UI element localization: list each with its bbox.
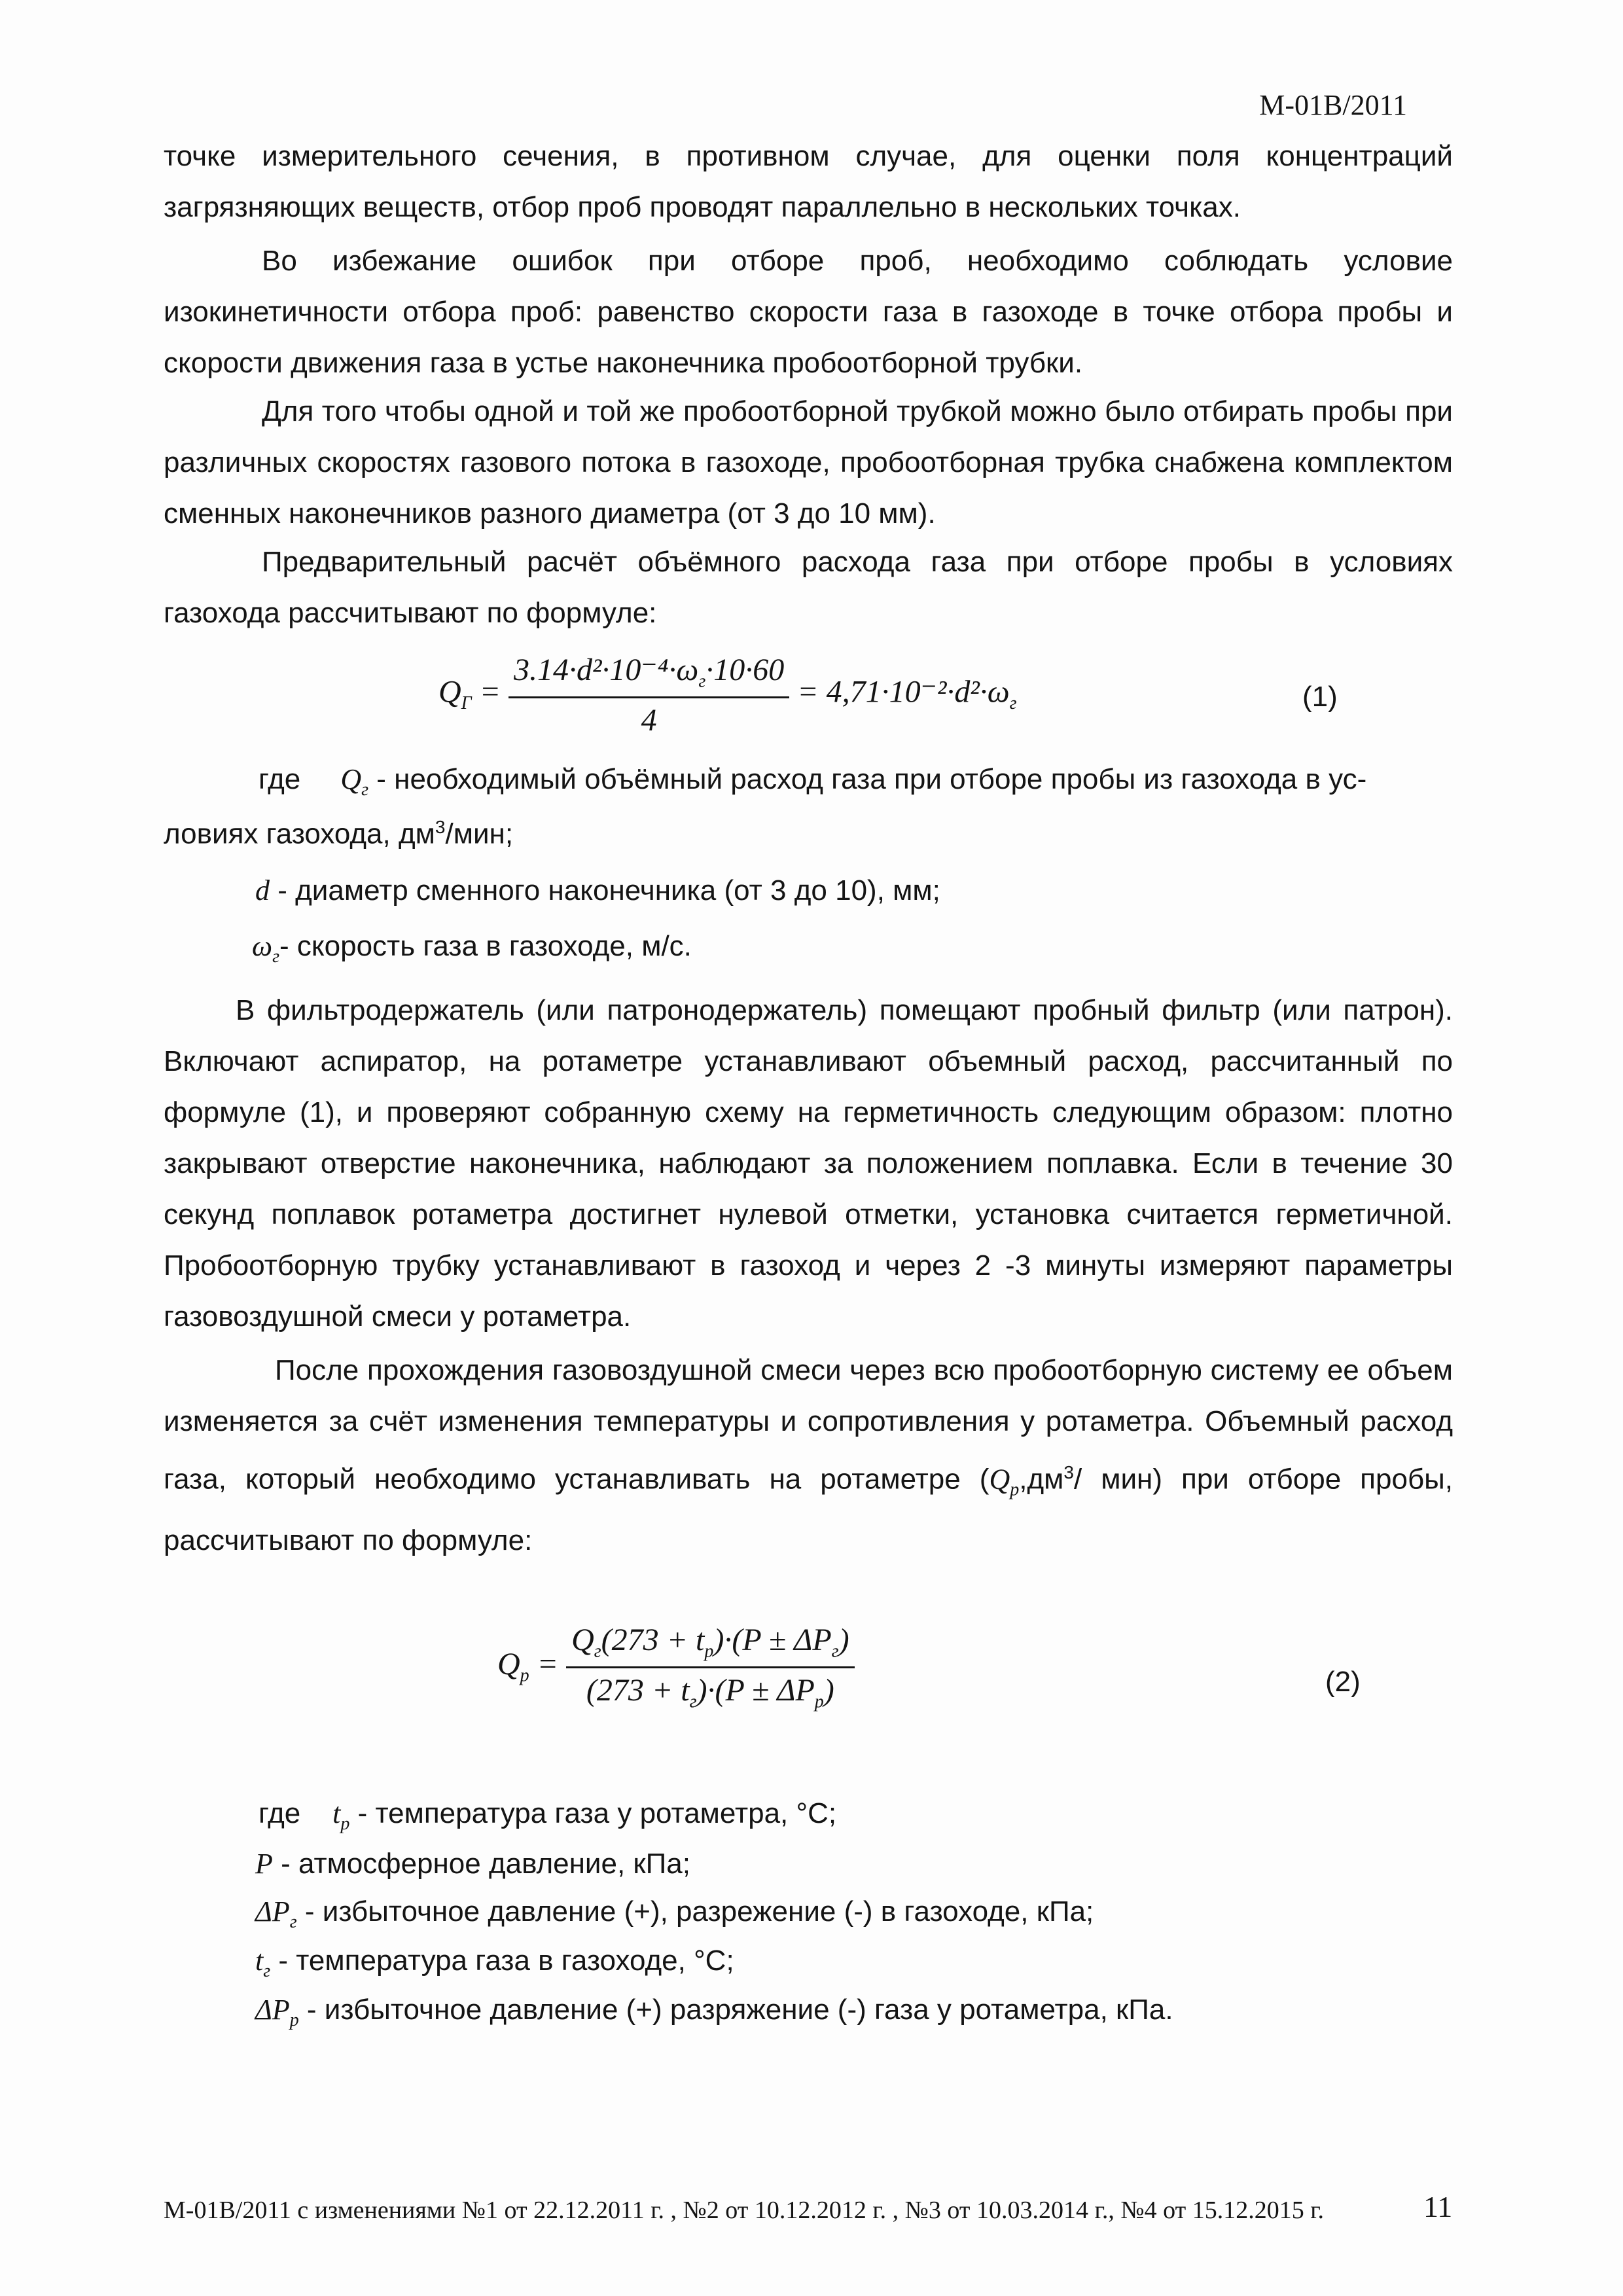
formula-1-denominator: 4: [641, 702, 657, 738]
symbol-omega-sub: г: [272, 946, 280, 967]
formula-2-numerator: [566, 1622, 855, 1668]
formula-2-den-sub: г: [689, 1691, 697, 1712]
symbol-tp: t: [332, 1797, 341, 1829]
symbol-omega: ω: [252, 930, 273, 962]
definition-dpg: [255, 1895, 1094, 1933]
formula-1-num-text: 3.14·d²·10⁻⁴·ω: [514, 653, 699, 687]
definition-tp-text: - температура газа у ротаметра, °С;: [349, 1797, 837, 1829]
symbol-p: P: [255, 1848, 273, 1880]
paragraph-nozzles: Для того чтобы одной и той же пробоотборной трубкой можно было отбирать пробы при различных скоростях газового потока в газоходе, пробоотборная трубка снабжена комплектом сменных наконечников разного диаметра (от 3 до 10 мм).: [164, 395, 1453, 529]
definition-d: [255, 874, 940, 907]
where-label: где: [259, 763, 301, 795]
definition-q-text: - необходимый объёмный расход газа при отборе пробы из газохода в ус-: [368, 763, 1367, 795]
where-label-2: где: [259, 1797, 301, 1829]
formula-1-numerator: [508, 651, 789, 698]
definition-dpp-text: - избыточное давление (+) разряжение (-) газа у ротаметра, кПа.: [298, 1994, 1173, 2026]
definition-q-gas: [259, 762, 1366, 800]
paragraph-isokinetic: Во избежание ошибок при отборе проб, необходимо соблюдать условие изокинетичности отбора проб: равенство скорости газа в газоходе в точке отбора пробы и скорости движения газа в устье наконечника пробоотборной трубки.: [164, 245, 1453, 379]
definition-p-text: - атмосферное давление, кПа;: [272, 1848, 690, 1880]
page-number: 11: [1423, 2190, 1453, 2223]
formula-1-fraction: [508, 651, 789, 738]
document-code-header: М-01В/2011: [1259, 89, 1407, 121]
formula-2-num-tail: (273 + t: [601, 1623, 705, 1657]
formula-2-den-tail: )·(P ± ΔP: [696, 1672, 815, 1708]
paragraph-preliminary-calc: Предварительный расчёт объёмного расхода газа при отборе пробы в условиях газохода рассчитывают по формуле:: [164, 546, 1453, 629]
symbol-qp: Q: [989, 1463, 1010, 1496]
symbol-dpp: ΔP: [255, 1994, 290, 2026]
formula-2-num-tail2-sub: г: [831, 1641, 839, 1662]
formula-2-number: (2): [1325, 1666, 1361, 1698]
formula-2-equals: =: [529, 1647, 559, 1682]
symbol-q-sub: г: [361, 779, 369, 800]
definition-q-gas-cont: [164, 817, 513, 851]
formula-1-lhs: Q: [438, 674, 461, 709]
symbol-tp-sub: p: [340, 1813, 350, 1834]
definition-d-text: - диаметр сменного наконечника (от 3 до 10), мм;: [270, 874, 940, 906]
symbol-tg: t: [255, 1945, 264, 1977]
definition-q-text-cont: ловиях газохода, дм: [164, 817, 435, 850]
formula-2-num-tail-sub: p: [704, 1641, 714, 1662]
symbol-tg-sub: г: [263, 1960, 271, 1981]
paragraph-rotameter: [164, 1345, 1453, 1566]
symbol-q: Q: [340, 763, 362, 795]
paragraph-rotameter-sup: 3: [1063, 1462, 1074, 1482]
definition-omega: [252, 929, 692, 967]
paragraph-filter-holder: В фильтродержатель (или патронодержатель) помещают пробный фильтр (или патрон). Включают аспиратор, на ротаметре устанавливают объемный расход, рассчитанный по формуле (1), и проверяют собранную схему на герметичность следующим образом: плотно закрывают отверстие наконечника, наблюдают за положением поплавка. Если в течение 30 секунд поплавок ротаметра достигнет нулевой отметки, установка считается герметичной. Пробоотборную трубку устанавливают в газоход и через 2 -3 минуты измеряют параметры газовоздушной смеси у ротаметра.: [164, 994, 1453, 1333]
formula-2-num-q: Q: [571, 1623, 594, 1657]
formula-2-num-end: ): [838, 1623, 849, 1657]
formula-2-denominator: [566, 1668, 855, 1713]
formula-2-den-text: (273 + t: [586, 1672, 690, 1708]
paragraph-rotameter-unit: ,дм: [1019, 1463, 1064, 1496]
definition-q-text-end: /мин;: [445, 817, 514, 850]
definition-omega-text: - скорость газа в газоходе, м/с.: [279, 930, 692, 962]
formula-1-num-sub: г: [698, 671, 706, 692]
formula-1-equals: =: [471, 674, 501, 709]
formula-1-number: (1): [1302, 681, 1338, 713]
symbol-d: d: [255, 874, 270, 906]
symbol-dpp-sub: p: [289, 2009, 299, 2030]
symbol-dpg-sub: г: [289, 1911, 297, 1932]
symbol-qp-sub: p: [1010, 1479, 1020, 1500]
formula-1-rhs: = 4,71·10⁻²·d²·ω: [797, 674, 1010, 709]
definition-q-sup: 3: [435, 817, 446, 837]
definition-dpp: [255, 1993, 1173, 2031]
definition-tg: [255, 1944, 734, 1982]
formula-2-lhs: Q: [497, 1647, 520, 1682]
symbol-dpg: ΔP: [255, 1895, 290, 1928]
formula-1-lhs-sub: Г: [461, 692, 472, 713]
formula-2-lhs-sub: p: [520, 1665, 529, 1686]
paragraph-rotameter-text: После прохождения газовоздушной смеси через всю пробоотборную систему ее объем изменяется за счёт изменения температуры и сопротивления у ротаметра. Объемный расход газа, который необходимо устанавливать на ротаметре (: [164, 1354, 1453, 1496]
definition-tp: [259, 1797, 836, 1835]
footer-revisions: М-01В/2011 с изменениями №1 от 22.12.2011 г. , №2 от 10.12.2012 г. , №3 от 10.03.2014 г., №4 от 15.12.2015 г.: [164, 2197, 1324, 2224]
definition-tg-text: - температура газа в газоходе, °С;: [270, 1945, 734, 1977]
paragraph-rotameter-end: / мин) при отборе пробы, рассчитывают по формуле:: [164, 1463, 1453, 1557]
formula-1-num-tail: ·10·60: [705, 653, 785, 687]
definition-dpg-text: - избыточное давление (+), разрежение (-) в газоходе, кПа;: [296, 1895, 1094, 1928]
paragraph-1: точке измерительного сечения, в противном случае, для оценки поля концентраций загрязняющих веществ, отбор проб проводят параллельно в нескольких точках.: [164, 140, 1453, 223]
formula-1-rhs-sub: г: [1009, 692, 1017, 713]
formula-1: [438, 651, 1017, 738]
formula-2-den-tail-sub: p: [814, 1691, 824, 1712]
formula-2-fraction: [566, 1622, 855, 1712]
formula-2-den-end: ): [823, 1672, 834, 1708]
formula-2-num-q-sub: г: [594, 1641, 601, 1662]
definition-p: [255, 1847, 690, 1880]
formula-2: [497, 1622, 855, 1712]
formula-2-num-tail2: )·(P ± ΔP: [713, 1623, 832, 1657]
